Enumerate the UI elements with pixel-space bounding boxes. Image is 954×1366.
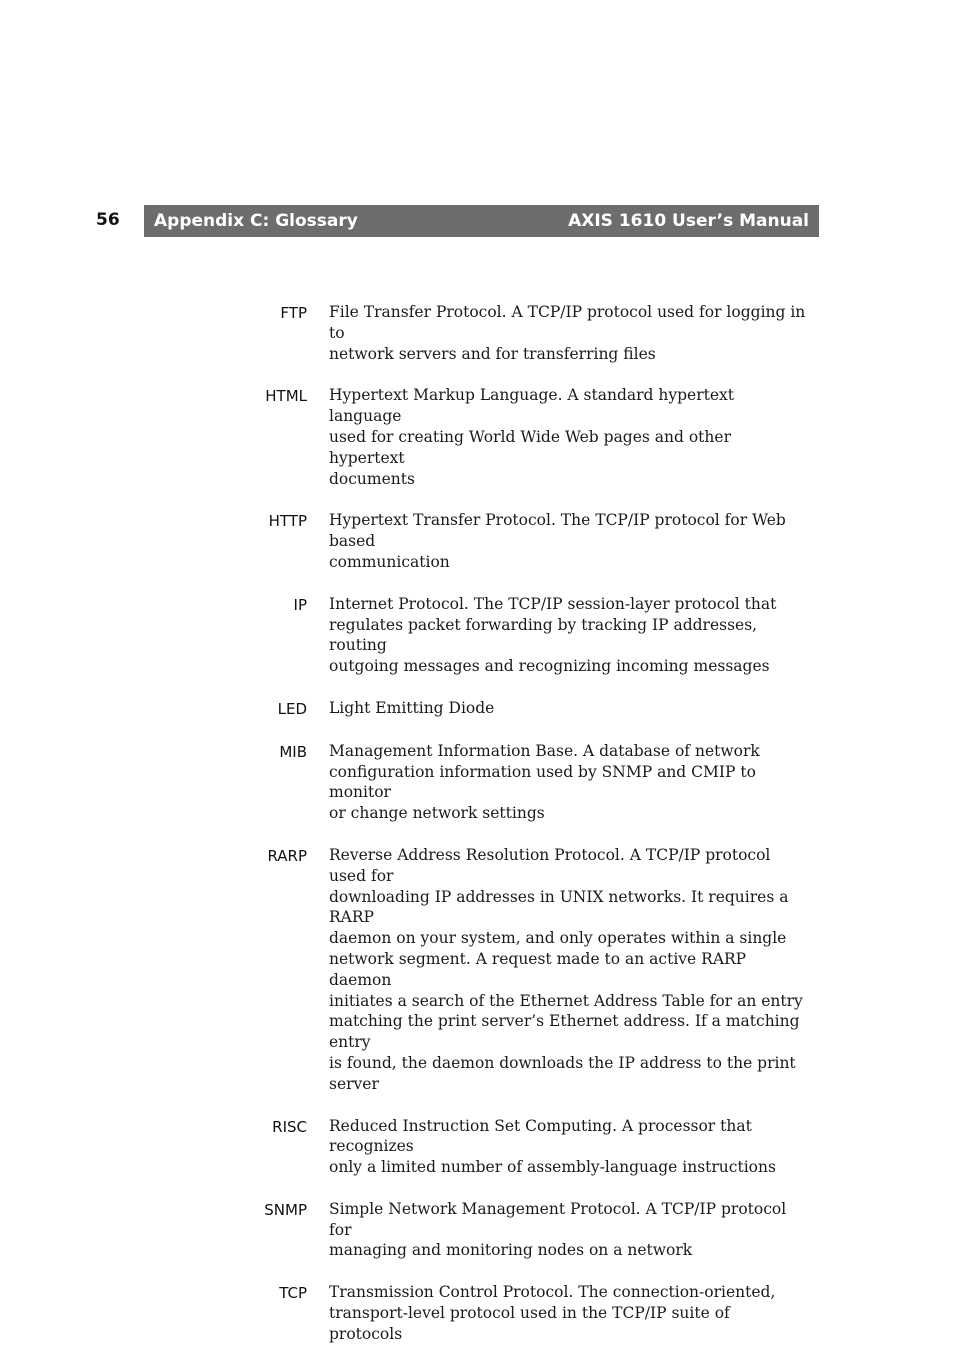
glossary-entry (240, 385, 810, 489)
glossary-entry (240, 1282, 810, 1344)
glossary-definition (329, 510, 807, 572)
glossary-entry (240, 510, 810, 572)
glossary-entry (240, 698, 810, 720)
glossary-definition (329, 1199, 807, 1261)
definition-line: is found, the daemon downloads the IP address to the print (329, 1053, 796, 1072)
glossary-term: LED (277, 699, 307, 718)
glossary-entry (240, 1199, 810, 1261)
definition-line: outgoing messages and recognizing incoming messages (329, 657, 770, 676)
glossary-definition (329, 302, 807, 364)
definition-line: File Transfer Protocol. A TCP/IP protocol used for logging in to (329, 303, 806, 342)
glossary-definition (329, 741, 807, 824)
running-header (144, 205, 819, 237)
definition-line: only a limited number of assembly-language instructions (329, 1158, 776, 1177)
glossary-entry (240, 741, 810, 824)
glossary-entry (240, 302, 810, 364)
definition-line: initiates a search of the Ethernet Address Table for an entry (329, 991, 803, 1010)
glossary-term: RARP (267, 846, 307, 865)
definition-line: Simple Network Management Protocol. A TCP/IP protocol for (329, 1199, 787, 1239)
glossary-term: SNMP (264, 1200, 307, 1219)
definition-line: Reverse Address Resolution Protocol. A TCP/IP protocol used for (329, 845, 771, 885)
page-number: 56 (96, 210, 120, 230)
glossary-term: IP (293, 595, 307, 614)
definition-line: transport-level protocol used in the TCP/IP suite of protocols (329, 1304, 730, 1343)
glossary-definition (329, 385, 807, 489)
glossary-list (240, 302, 810, 1366)
definition-line: Reduced Instruction Set Computing. A processor that recognizes (329, 1116, 752, 1156)
definition-line: network segment. A request made to an active RARP daemon (329, 949, 747, 989)
definition-line: Management Information Base. A database of network (329, 741, 760, 760)
glossary-definition (329, 594, 807, 677)
glossary-definition (329, 698, 807, 720)
definition-line: downloading IP addresses in UNIX networks. It requires a RARP (329, 887, 789, 927)
section-title: Appendix C: Glossary (154, 211, 358, 231)
glossary-term: HTTP (268, 512, 307, 531)
definition-line: used for creating World Wide Web pages and other hypertext (329, 427, 731, 467)
definition-line: Hypertext Transfer Protocol. The TCP/IP protocol for Web based (329, 511, 786, 551)
manual-title: AXIS 1610 User’s Manual (568, 211, 809, 231)
definition-line: documents (329, 469, 415, 488)
glossary-definition (329, 1116, 807, 1178)
glossary-term: MIB (279, 742, 307, 761)
definition-line: Light Emitting Diode (329, 698, 495, 717)
definition-line: server (329, 1074, 379, 1093)
definition-line: matching the print server’s Ethernet address. If a matching entry (329, 1012, 800, 1052)
definition-line: configuration information used by SNMP and CMIP to monitor (329, 762, 756, 802)
glossary-entry (240, 845, 810, 1095)
definition-line: Internet Protocol. The TCP/IP session-layer protocol that (329, 594, 777, 613)
definition-line: managing and monitoring nodes on a network (329, 1241, 693, 1260)
glossary-entry (240, 594, 810, 677)
definition-line: network servers and for transferring files (329, 344, 656, 363)
glossary-term: HTML (265, 387, 307, 406)
definition-line: regulates packet forwarding by tracking IP addresses, routing (329, 615, 758, 655)
definition-line: Hypertext Markup Language. A standard hypertext language (329, 386, 734, 426)
glossary-definition (329, 845, 807, 1095)
glossary-definition (329, 1282, 807, 1344)
glossary-entry (240, 1116, 810, 1178)
glossary-term: TCP (279, 1284, 307, 1303)
glossary-term: RISC (272, 1117, 307, 1136)
definition-line: Transmission Control Protocol. The connection-oriented, (329, 1283, 776, 1302)
glossary-term: FTP (280, 304, 307, 322)
definition-line: communication (329, 552, 450, 571)
definition-line: or change network settings (329, 804, 545, 823)
definition-line: daemon on your system, and only operates within a single (329, 929, 787, 948)
